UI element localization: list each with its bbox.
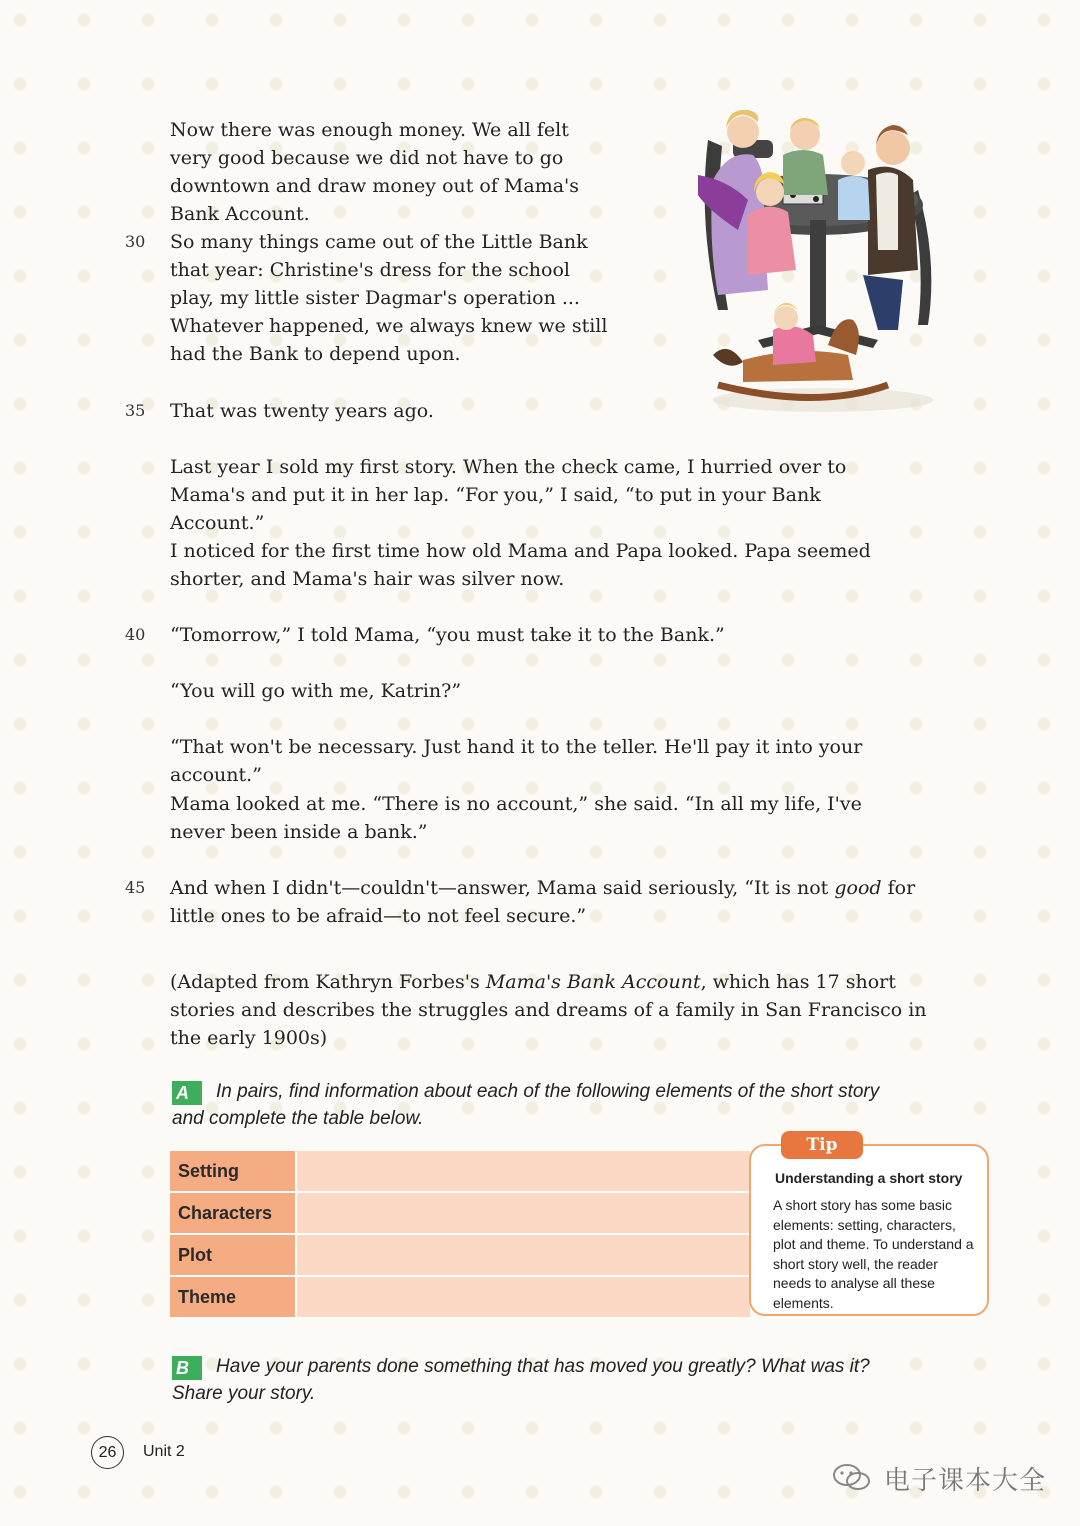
activity-b-badge: B [172,1356,202,1380]
row-label-characters: Characters [170,1192,296,1234]
story-paragraph-3: That was twenty years ago. [170,400,434,422]
answer-cell-plot[interactable] [296,1234,750,1276]
activity-a-text: In pairs, find information about each of the following elements of the short story and complete the table below. [172,1081,880,1129]
activity-a-badge: A [172,1081,202,1105]
story-paragraph-2: So many things came out of the Little Bank that year: Christine's dress for the school play, my little sister Dagmar's operation ... Whatever happened, we always knew we still had the Bank to depend upon. [170,231,608,365]
story-paragraph-10-start: And when I didn't—couldn't—answer, Mama said seriously, “It is not [170,877,835,899]
activity-a-instruction [172,1078,912,1132]
story-paragraph-10-end: for little ones to be afraid—to not feel secure.” [170,877,916,927]
source-book-title: Mama's Bank Account [485,971,701,993]
answer-cell-characters[interactable] [296,1192,750,1234]
story-paragraph-9: Mama looked at me. “There is no account,” she said. “In all my life, I've never been inside a bank.” [170,793,862,843]
tip-box [749,1135,989,1316]
line-number-30: 30 [125,232,146,251]
answer-cell-setting[interactable] [296,1151,750,1192]
table-row [170,1276,750,1318]
story-paragraph-10 [170,874,920,930]
row-label-setting: Setting [170,1151,296,1192]
row-label-plot: Plot [170,1234,296,1276]
story-paragraph-1: Now there was enough money. We all felt very good because we did not have to go downtown and draw money out of Mama's Bank Account. [170,119,580,225]
activity-b-text: Have your parents done something that has moved you greatly? What was it? Share your story. [172,1356,870,1404]
line-number-35: 35 [125,401,146,420]
tip-body: A short story has some basic elements: setting, characters, plot and theme. To understand a short story well, the reader needs to analyse all these elements. [773,1197,974,1311]
story-elements-table [170,1151,750,1319]
tip-tag: Tip [781,1131,863,1159]
source-note-end: , which has 17 short stories and describes the struggles and dreams of a family in San Francisco in the early 1900s) [170,971,927,1049]
story-paragraph-7: “You will go with me, Katrin?” [170,680,462,702]
unit-label: Unit 2 [143,1443,185,1460]
story-paragraph-5: I noticed for the first time how old Mama and Papa looked. Papa seemed shorter, and Mama's hair was silver now. [170,540,871,590]
page-number: 26 [91,1436,124,1469]
story-emphasis: good [834,877,882,899]
line-number-40: 40 [125,625,146,644]
line-number-45: 45 [125,878,146,897]
row-label-theme: Theme [170,1276,296,1318]
table-row [170,1234,750,1276]
tip-title: Understanding a short story [775,1170,963,1186]
story-paragraph-6: “Tomorrow,” I told Mama, “you must take it to the Bank.” [170,624,725,646]
activity-b-instruction [172,1353,912,1407]
table-row [170,1192,750,1234]
story-paragraph-8: “That won't be necessary. Just hand it to the teller. He'll pay it into your account.” [170,736,863,786]
source-note-start: (Adapted from Kathryn Forbes's [170,971,486,993]
answer-cell-theme[interactable] [296,1276,750,1318]
table-row [170,1151,750,1192]
watermark-text: 电子课本大全 [884,1466,1047,1496]
story-paragraph-4: Last year I sold my first story. When the check came, I hurried over to Mama's and put it in her lap. “For you,” I said, “to put in your Bank Account.” [170,456,847,534]
wechat-icon [832,1462,872,1492]
family-table-illustration [688,100,950,418]
source-note [170,968,940,1052]
